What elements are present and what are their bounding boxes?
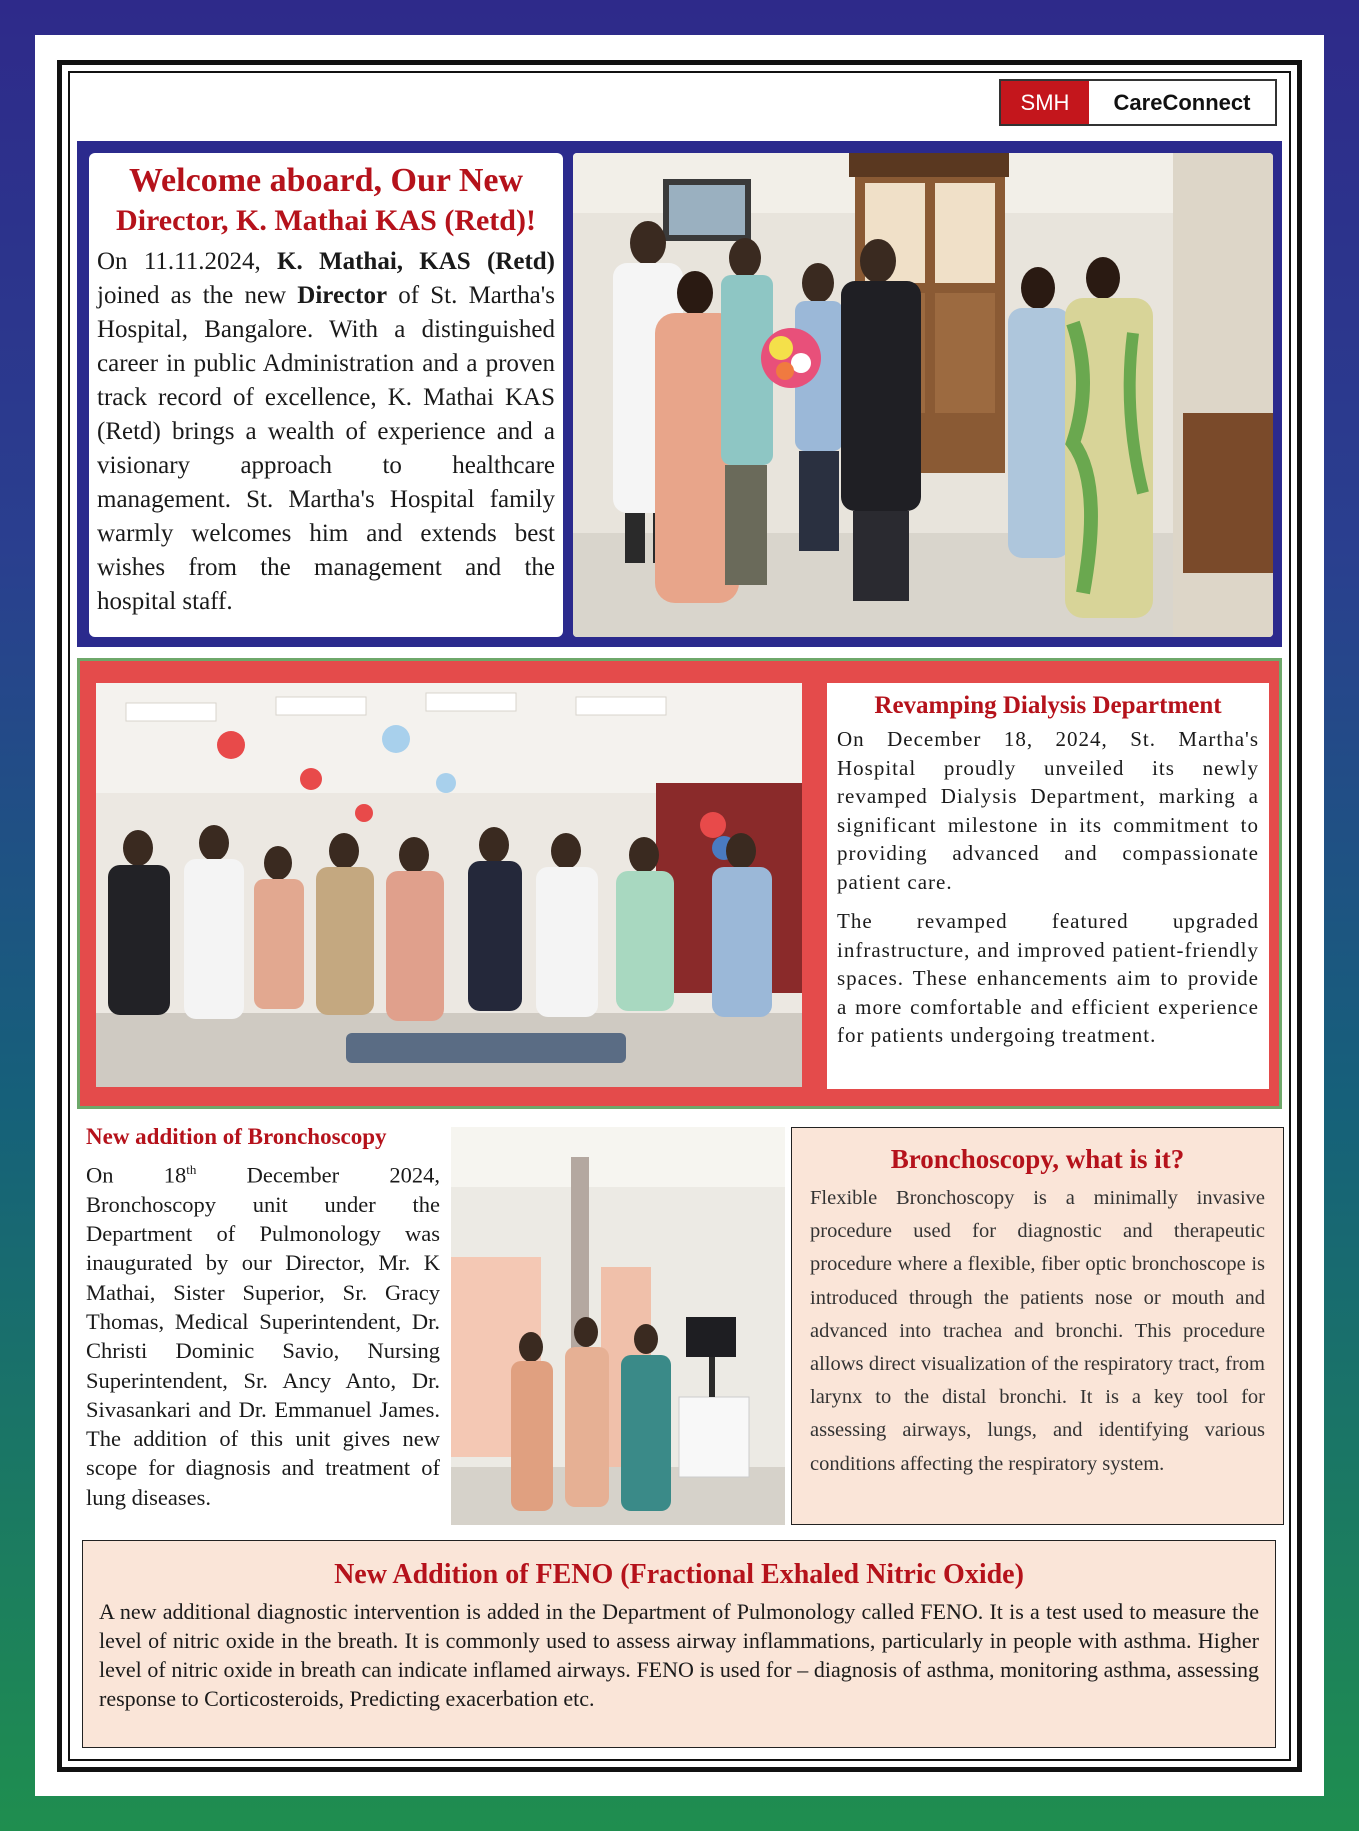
- welcome-text-b: of St. Martha's Hospital, Bangalore. With a distinguished career in public Administration and a proven track record of excellence, K. Mathai KAS (Retd) brings a wealth of experience and a visionary approach to healthcare management. St. Martha's Hospital family warmly welcomes him and extends best wishes from the management and the hospital staff.: [97, 282, 555, 615]
- bronchoscopy-info: [791, 1127, 1284, 1525]
- welcome-title-line2: Director, K. Mathai KAS (Retd)!: [116, 204, 536, 237]
- welcome-title: [97, 161, 555, 241]
- brand-badge: [999, 79, 1277, 126]
- bronchoscopy-info-title: Bronchoscopy, what is it?: [890, 1144, 1185, 1174]
- feno-title: New Addition of FENO (Fractional Exhaled Nitric Oxide): [334, 1559, 1024, 1590]
- welcome-date: On 11.11.2024,: [97, 248, 278, 275]
- bronchoscopy-news-text-a: On 18: [86, 1162, 187, 1188]
- welcome-director-name: K. Mathai, KAS (Retd): [277, 248, 556, 275]
- brand-name: CareConnect: [1089, 81, 1275, 124]
- dialysis-photo-image: [96, 683, 802, 1087]
- dialysis-para1: On December 18, 2024, St. Martha's Hospital proudly unveiled its newly revamped Dialysis Department, marking a significant milestone in its commitment to providing advanced and compassionate patient care.: [837, 727, 1259, 894]
- welcome-section: [77, 141, 1282, 647]
- bronchoscopy-news-sup: th: [186, 1162, 197, 1177]
- welcome-role: Director: [297, 282, 388, 309]
- dialysis-title: Revamping Dialysis Department: [874, 692, 1222, 719]
- bronchoscopy-photo-image: [451, 1127, 785, 1525]
- brand-smh: SMH: [1001, 81, 1089, 124]
- feno-section: [82, 1540, 1276, 1748]
- bronchoscopy-news-body: [86, 1155, 440, 1512]
- dialysis-photo: [96, 683, 802, 1087]
- bronchoscopy-news-text-b: December 2024, Bronchoscopy unit under the Department of Pulmonology was inaugurated by our Director, Mr. K Mathai, Sister Superior, Sr. Gracy Thomas, Medical Superintendent, Dr. Christi Dominic Savio, Nursing Superintendent, Sr. Ancy Anto, Dr. Sivasankari and Dr. Emmanuel James. The addition of this unit gives new scope for diagnosis and treatment of lung diseases.: [86, 1162, 440, 1510]
- bronchoscopy-news: [86, 1121, 440, 1512]
- dialysis-section: [77, 658, 1282, 1109]
- bronchoscopy-photo: [451, 1127, 785, 1525]
- welcome-title-line1: Welcome aboard, Our New: [128, 162, 524, 199]
- dialysis-para2: The revamped featured upgraded infrastructure, and improved patient-friendly spaces. These enhancements aim to provide a more comfortable and efficient experience for patients undergoing treatment.: [837, 909, 1259, 1047]
- bronchoscopy-news-title: New addition of Bronchoscopy: [86, 1124, 387, 1149]
- welcome-text-a: joined as the new: [97, 282, 298, 309]
- bronchoscopy-info-body: Flexible Bronchoscopy is a minimally invasive procedure used for diagnostic and therapeutic procedure where a flexible, fiber optic bronchoscope is introduced through the patients nose or mouth and advanced into trachea and bronchi. This procedure allows direct visualization of the respiratory tract, from larynx to the distal bronchi. It is a key tool for assessing airways, lungs, and identifying various conditions affecting the respiratory system.: [810, 1187, 1265, 1475]
- welcome-photo: [573, 153, 1273, 637]
- feno-body: A new additional diagnostic intervention is added in the Department of Pulmonology called FENO. It is a test used to measure the level of nitric oxide in the breath. It is commonly used to assess airway inflammations, particularly in people with asthma. Higher level of nitric oxide in breath can indicate inflamed airways. FENO is used for – diagnosis of asthma, monitoring asthma, assessing response to Corticosteroids, Predicting exacerbation etc.: [99, 1599, 1259, 1711]
- dialysis-textbox: [827, 683, 1269, 1089]
- welcome-body: [97, 245, 555, 619]
- welcome-textbox: [89, 153, 563, 637]
- welcome-photo-image: [573, 153, 1273, 637]
